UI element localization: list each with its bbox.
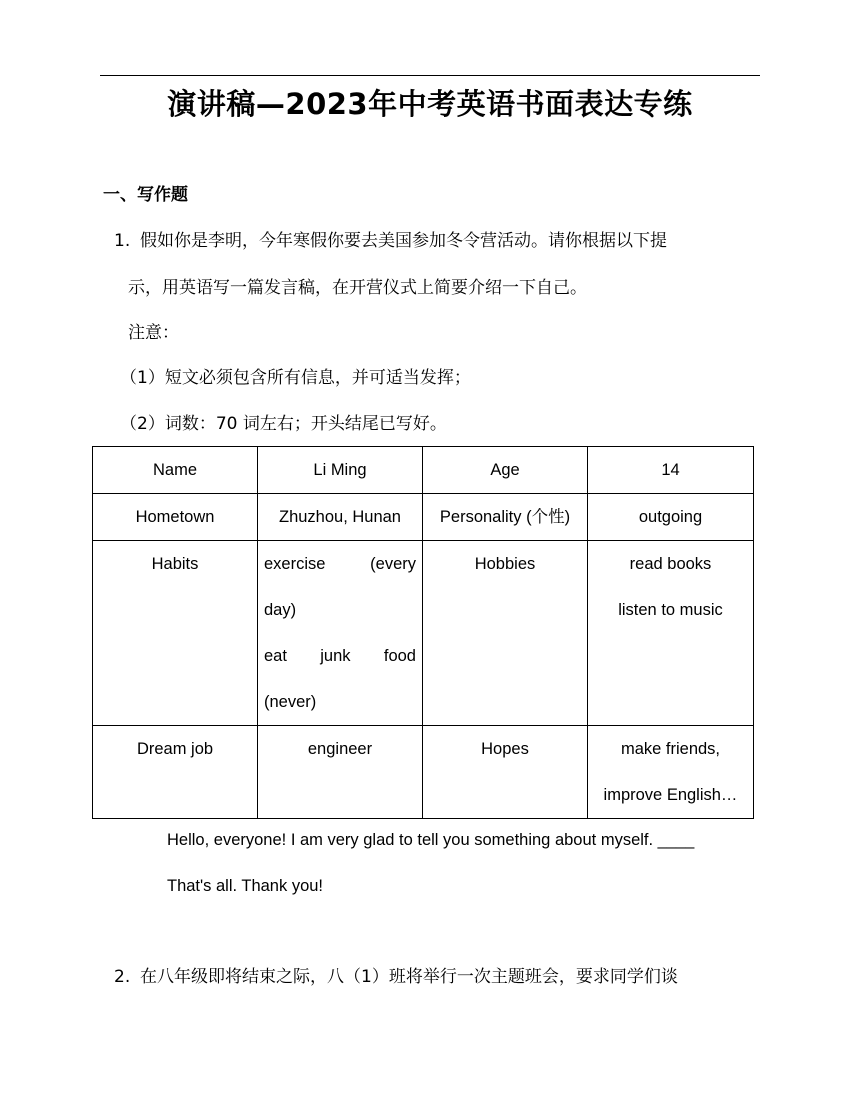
habit-line: (never) bbox=[264, 693, 317, 711]
hobby-line: listen to music bbox=[618, 601, 723, 619]
note-item-2: （2）词数：70 词左右；开头结尾已写好。 bbox=[120, 414, 447, 434]
table-cell-hobbies bbox=[588, 541, 754, 726]
hope-line: make friends, bbox=[620, 740, 721, 758]
hobby-line: read books bbox=[629, 555, 712, 573]
question-1-number: 1. bbox=[114, 231, 131, 251]
essay-opening: Hello, everyone! I am very glad to tell you something about myself. ____ bbox=[167, 831, 695, 849]
table-cell: Li Ming bbox=[258, 447, 423, 494]
habit-line: day) bbox=[264, 601, 297, 619]
table-cell: Habits bbox=[93, 541, 258, 726]
table-row bbox=[93, 447, 754, 494]
table-row bbox=[93, 726, 754, 819]
table-cell: Hobbies bbox=[423, 541, 588, 726]
essay-closing: That's all. Thank you! bbox=[167, 877, 324, 895]
table-cell: 14 bbox=[588, 447, 754, 494]
question-2-number: 2. bbox=[114, 967, 131, 987]
habit-word: eat bbox=[264, 647, 287, 665]
table-cell: Hometown bbox=[93, 494, 258, 541]
header-rule bbox=[100, 75, 760, 76]
question-1-prompt-line-1 bbox=[114, 229, 667, 253]
table-cell: engineer bbox=[258, 726, 423, 819]
habit-word: (every bbox=[370, 555, 416, 573]
note-label: 注意： bbox=[128, 323, 179, 343]
table-cell: Name bbox=[93, 447, 258, 494]
table-row bbox=[93, 541, 754, 726]
table-cell: Age bbox=[423, 447, 588, 494]
question-2-prompt-line-1 bbox=[114, 965, 678, 989]
habit-word: food bbox=[383, 647, 416, 665]
habit-word: junk bbox=[320, 647, 351, 665]
table-cell: Hopes bbox=[423, 726, 588, 819]
hope-line: improve English… bbox=[603, 786, 738, 804]
info-table bbox=[92, 446, 754, 819]
section-heading: 一、写作题 bbox=[103, 185, 188, 205]
table-cell-hopes bbox=[588, 726, 754, 819]
habit-line bbox=[264, 541, 416, 587]
habit-line bbox=[264, 633, 416, 679]
table-cell: outgoing bbox=[588, 494, 754, 541]
habit-word: exercise bbox=[264, 555, 326, 573]
table-cell: Zhuzhou, Hunan bbox=[258, 494, 423, 541]
question-2-prompt-text: 在八年级即将结束之际，八（1）班将举行一次主题班会，要求同学们谈 bbox=[140, 967, 678, 987]
table-cell: Personality (个性) bbox=[423, 494, 588, 541]
question-1-prompt-line-2: 示，用英语写一篇发言稿，在开营仪式上简要介绍一下自己。 bbox=[128, 278, 587, 298]
table-cell-habits bbox=[258, 541, 423, 726]
table-row bbox=[93, 494, 754, 541]
note-item-1: （1）短文必须包含所有信息，并可适当发挥； bbox=[120, 368, 471, 388]
question-1-prompt-text: 假如你是李明，今年寒假你要去美国参加冬令营活动。请你根据以下提 bbox=[140, 231, 667, 251]
page-title: 演讲稿—2023年中考英语书面表达专练 bbox=[167, 87, 693, 121]
table-cell: Dream job bbox=[93, 726, 258, 819]
